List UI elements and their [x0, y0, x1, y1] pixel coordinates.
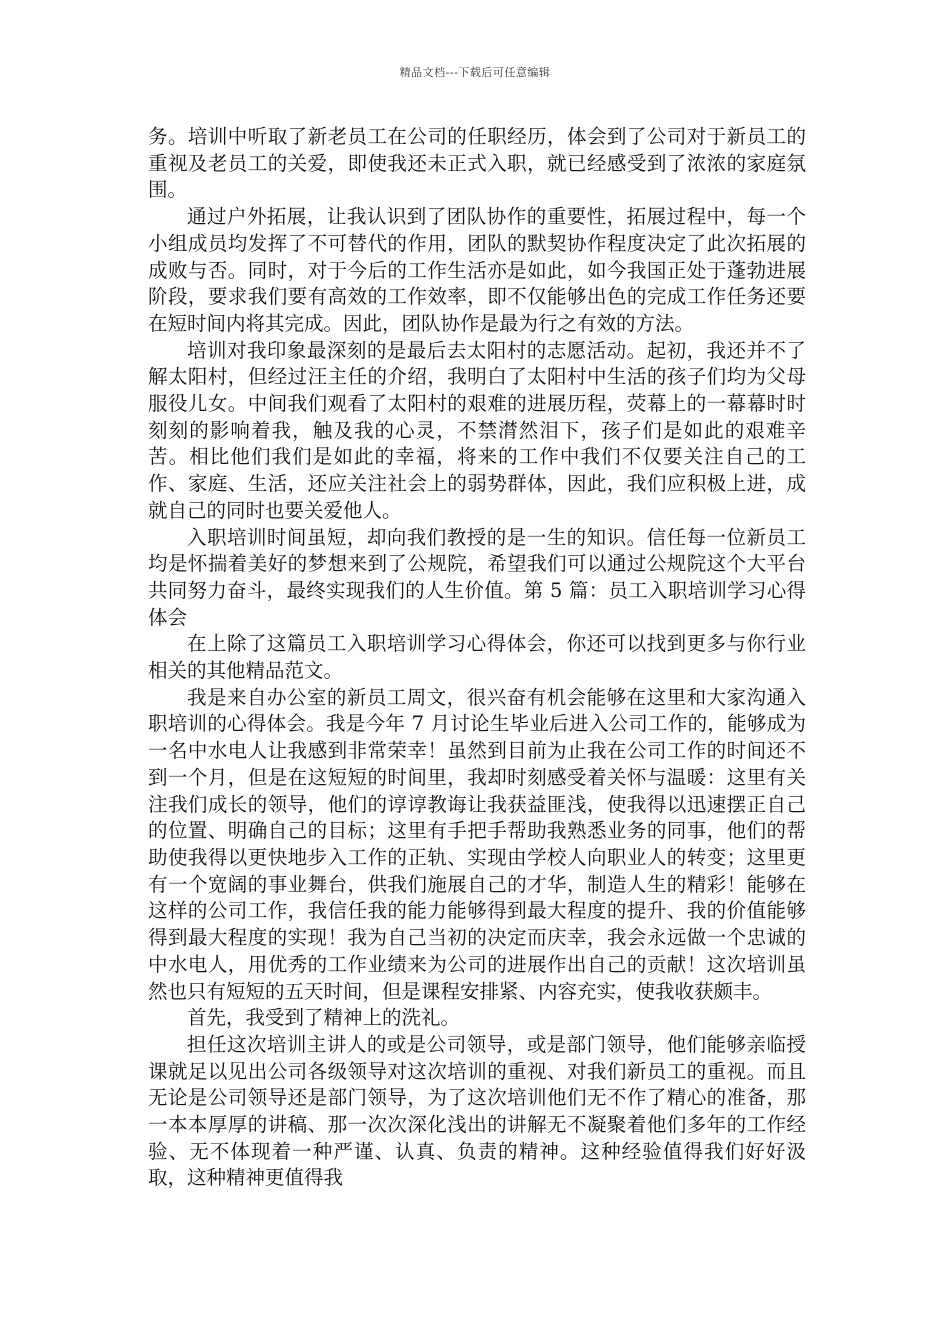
paragraph-1: 务。培训中听取了新老员工在公司的任职经历，体会到了公司对于新员工的重视及老员工的关爱，即使我还未正式入职，就已经感受到了浓浓的家庭氛围。 — [148, 125, 806, 202]
paragraph-5: 在上除了这篇员工入职培训学习心得体会，你还可以找到更多与你行业相关的其他精品范文。 — [148, 632, 806, 683]
paragraph-4: 入职培训时间虽短，却向我们教授的是一生的知识。信任每一位新员工均是怀揣着美好的梦想来到了公规院，希望我们可以通过公规院这个大平台共同努力奋斗，最终实现我们的人生价值。第 5 篇：员工入职培训学习心得体会 — [148, 525, 806, 629]
page-header: 精品文档---下载后可任意编辑 — [399, 66, 551, 79]
paragraph-3: 培训对我印象最深刻的是最后去太阳村的志愿活动。起初，我还并不了解太阳村，但经过汪主任的介绍，我明白了太阳村中生活的孩子们均为父母服役儿女。中间我们观看了太阳村的艰难的进展历程，荧幕上的一幕幕时时刻刻的影响着我，触及我的心灵，不禁潸然泪下，孩子们是如此的艰难辛苦。相比他们我们是如此的幸福，将来的工作中我们不仅要关注自己的工作、家庭、生活，还应关注社会上的弱势群体，因此，我们应积极上进，成就自己的同时也要关爱他人。 — [148, 338, 806, 522]
paragraph-7: 首先，我受到了精神上的洗礼。 — [187, 1006, 461, 1030]
paragraph-6: 我是来自办公室的新员工周文，很兴奋有机会能够在这里和大家沟通入职培训的心得体会。我是今年 7 月讨论生毕业后进入公司工作的，能够成为一名中水电人让我感到非常荣幸！虽然到目前为止我在公司工作的时间还不到一个月，但是在这短短的时间里，我却时刻感受着关怀与温暖：这里有关注我们成长的领导，他们的谆谆教诲让我获益匪浅，使我得以迅速摆正自己的位置、明确自己的目标；这里有手把手帮助我熟悉业务的同事，他们的帮助使我得以更快地步入工作的正轨、实现由学校人向职业人的转变；这里更有一个宽阔的事业舞台，供我们施展自己的才华，制造人生的精彩！能够在这样的公司工作，我信任我的能力能够得到最大程度的提升、我的价值能够得到最大程度的实现！我为自己当初的决定而庆幸，我会永远做一个忠诚的中水电人，用优秀的工作业绩来为公司的进展作出自己的贡献！这次培训虽然也只有短短的五天时间，但是课程安排紧、内容充实，使我收获颇丰。 — [148, 685, 806, 1003]
paragraph-8: 担任这次培训主讲人的或是公司领导，或是部门领导，他们能够亲临授课就足以见出公司各级领导对这次培训的重视、对我们新员工的重视。而且无论是公司领导还是部门领导，为了这次培训他们无不作了精心的准备，那一本本厚厚的讲稿、那一次次深化浅出的讲解无不凝聚着他们多年的工作经验、无不体现着一种严谨、认真、负责的精神。这种经验值得我们好好汲取，这种精神更值得我 — [148, 1032, 806, 1190]
paragraph-2: 通过户外拓展，让我认识到了团队协作的重要性，拓展过程中，每一个小组成员均发挥了不可替代的作用，团队的默契协作程度决定了此次拓展的成败与否。同时，对于今后的工作生活亦是如此，如今我国正处于蓬勃进展阶段，要求我们要有高效的工作效率，即不仅能够出色的完成工作任务还要在短时间内将其完成。因此，团队协作是最为行之有效的方法。 — [148, 205, 806, 335]
document-body — [148, 124, 806, 1192]
